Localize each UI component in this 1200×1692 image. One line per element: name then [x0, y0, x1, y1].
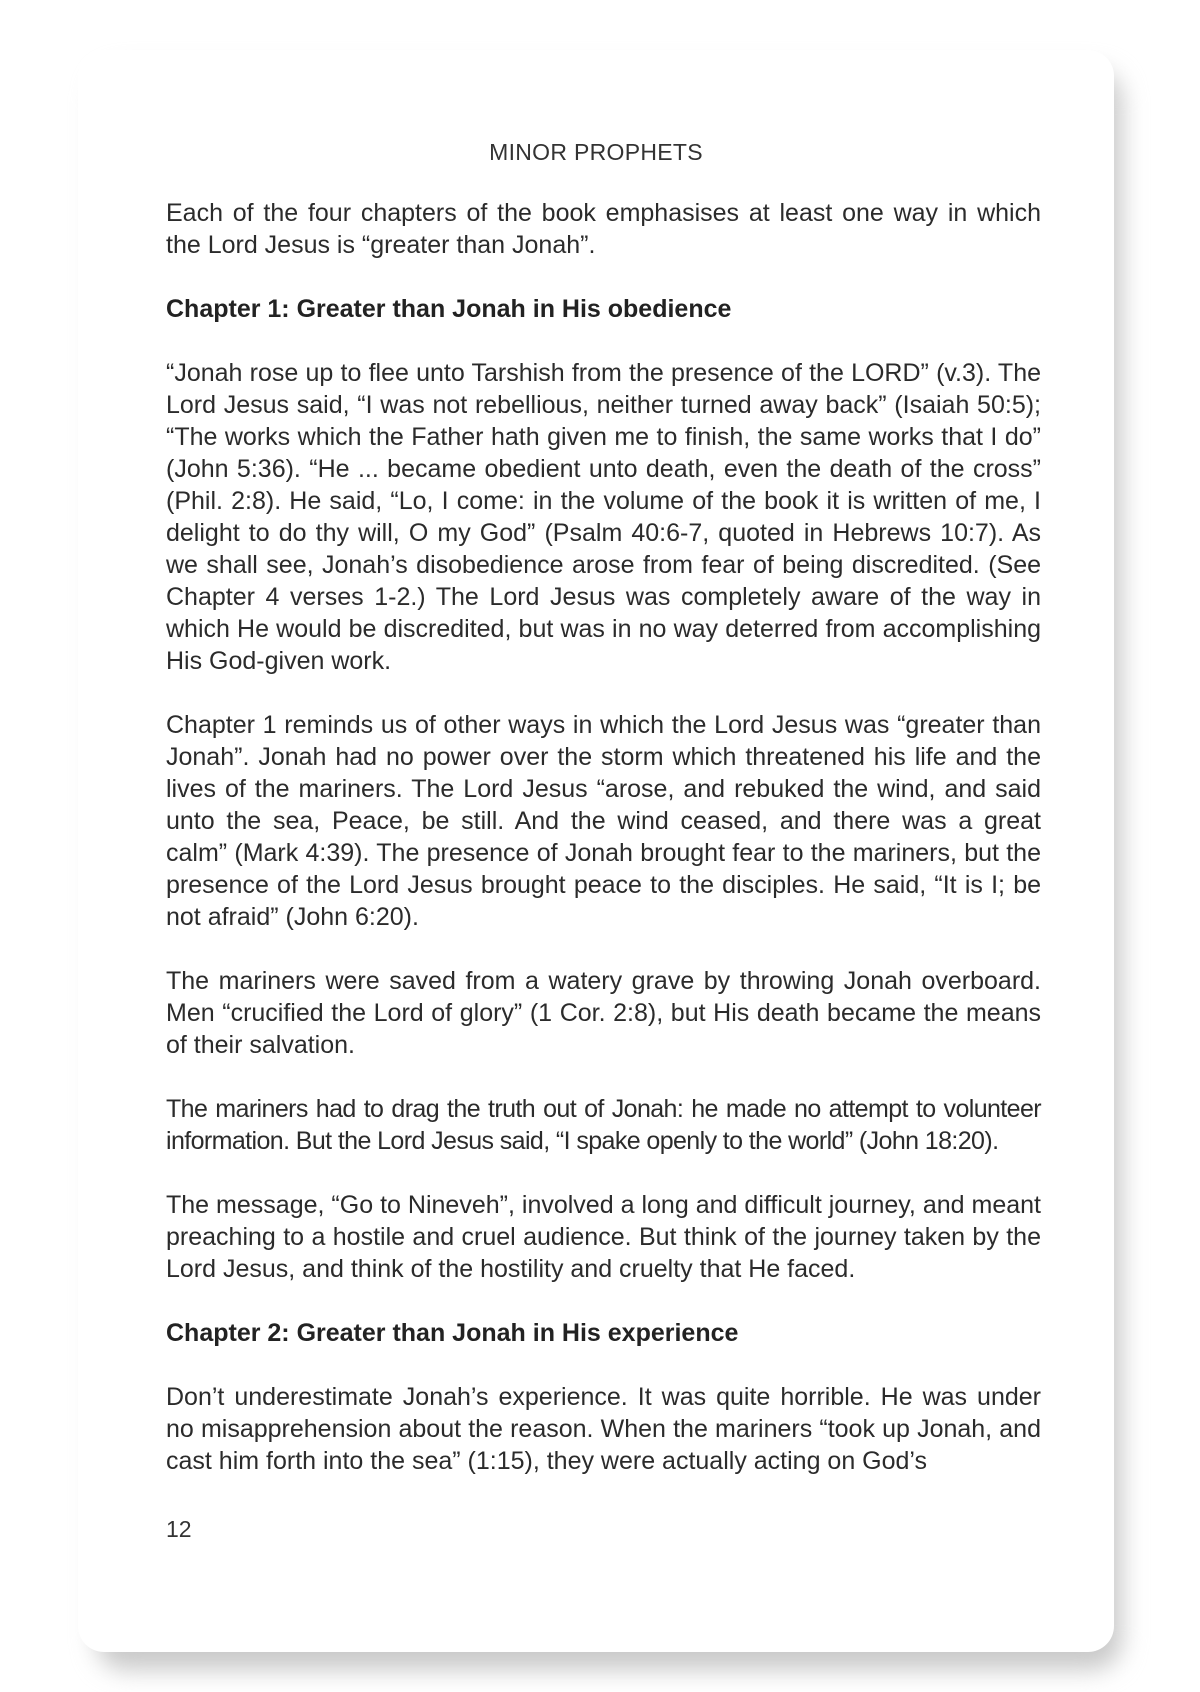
paragraph-intro: Each of the four chapters of the book emphasises at least one way in which the Lord Jesus is “greater than Jonah”.	[166, 199, 1041, 259]
paragraph-truth: The mariners had to drag the truth out of Jonah: he made no attempt to volunteer information. But the Lord Jesus said, “I spake openly to the world” (John 18:20).	[166, 1095, 1041, 1155]
paragraph-mariners-saved: The mariners were saved from a watery grave by throwing Jonah overboard. Men “crucified the Lord of glory” (1 Cor. 2:8), but His death became the means of their salvation.	[166, 967, 1041, 1059]
page-number: 12	[166, 1516, 192, 1542]
page-body	[166, 197, 1041, 1477]
document-page	[78, 50, 1114, 1652]
running-head: MINOR PROPHETS	[489, 139, 703, 165]
heading-chapter-1: Chapter 1: Greater than Jonah in His obedience	[166, 295, 732, 323]
paragraph-obedience: “Jonah rose up to flee unto Tarshish from the presence of the LORD” (v.3). The Lord Jesus said, “I was not rebellious, neither turned away back” (Isaiah 50:5); “The works which the Father hath given me to finish, the same works that I do” (John 5:36). “He ... became obedient unto death, even the death of the cross” (Phil. 2:8). He said, “Lo, I come: in the volume of the book it is written of me, I delight to do thy will, O my God” (Psalm 40:6-7, quoted in Hebrews 10:7). As we shall see, Jonah’s disobedience arose from fear of being discredited. (See Chapter 4 verses 1-2.) The Lord Jesus was completely aware of the way in which He would be discredited, but was in no way deterred from accomplishing His God-given work.	[166, 359, 1041, 675]
paragraph-experience: Don’t underestimate Jonah’s experience. It was quite horrible. He was under no misapprehension about the reason. When the mariners “took up Jonah, and cast him forth into the sea” (1:15), they were actually acting on God’s	[166, 1383, 1041, 1475]
paragraph-nineveh: The message, “Go to Nineveh”, involved a long and difficult journey, and meant preaching to a hostile and cruel audience. But think of the journey taken by the Lord Jesus, and think of the hostility and cruelty that He faced.	[166, 1191, 1041, 1283]
paragraph-storm: Chapter 1 reminds us of other ways in which the Lord Jesus was “greater than Jonah”. Jonah had no power over the storm which threatened his life and the lives of the mariners. The Lord Jesus “arose, and rebuked the wind, and said unto the sea, Peace, be still. And the wind ceased, and there was a great calm” (Mark 4:39). The presence of Jonah brought fear to the mariners, but the presence of the Lord Jesus brought peace to the disciples. He said, “It is I; be not afraid” (John 6:20).	[166, 711, 1041, 931]
heading-chapter-2: Chapter 2: Greater than Jonah in His experience	[166, 1319, 739, 1347]
